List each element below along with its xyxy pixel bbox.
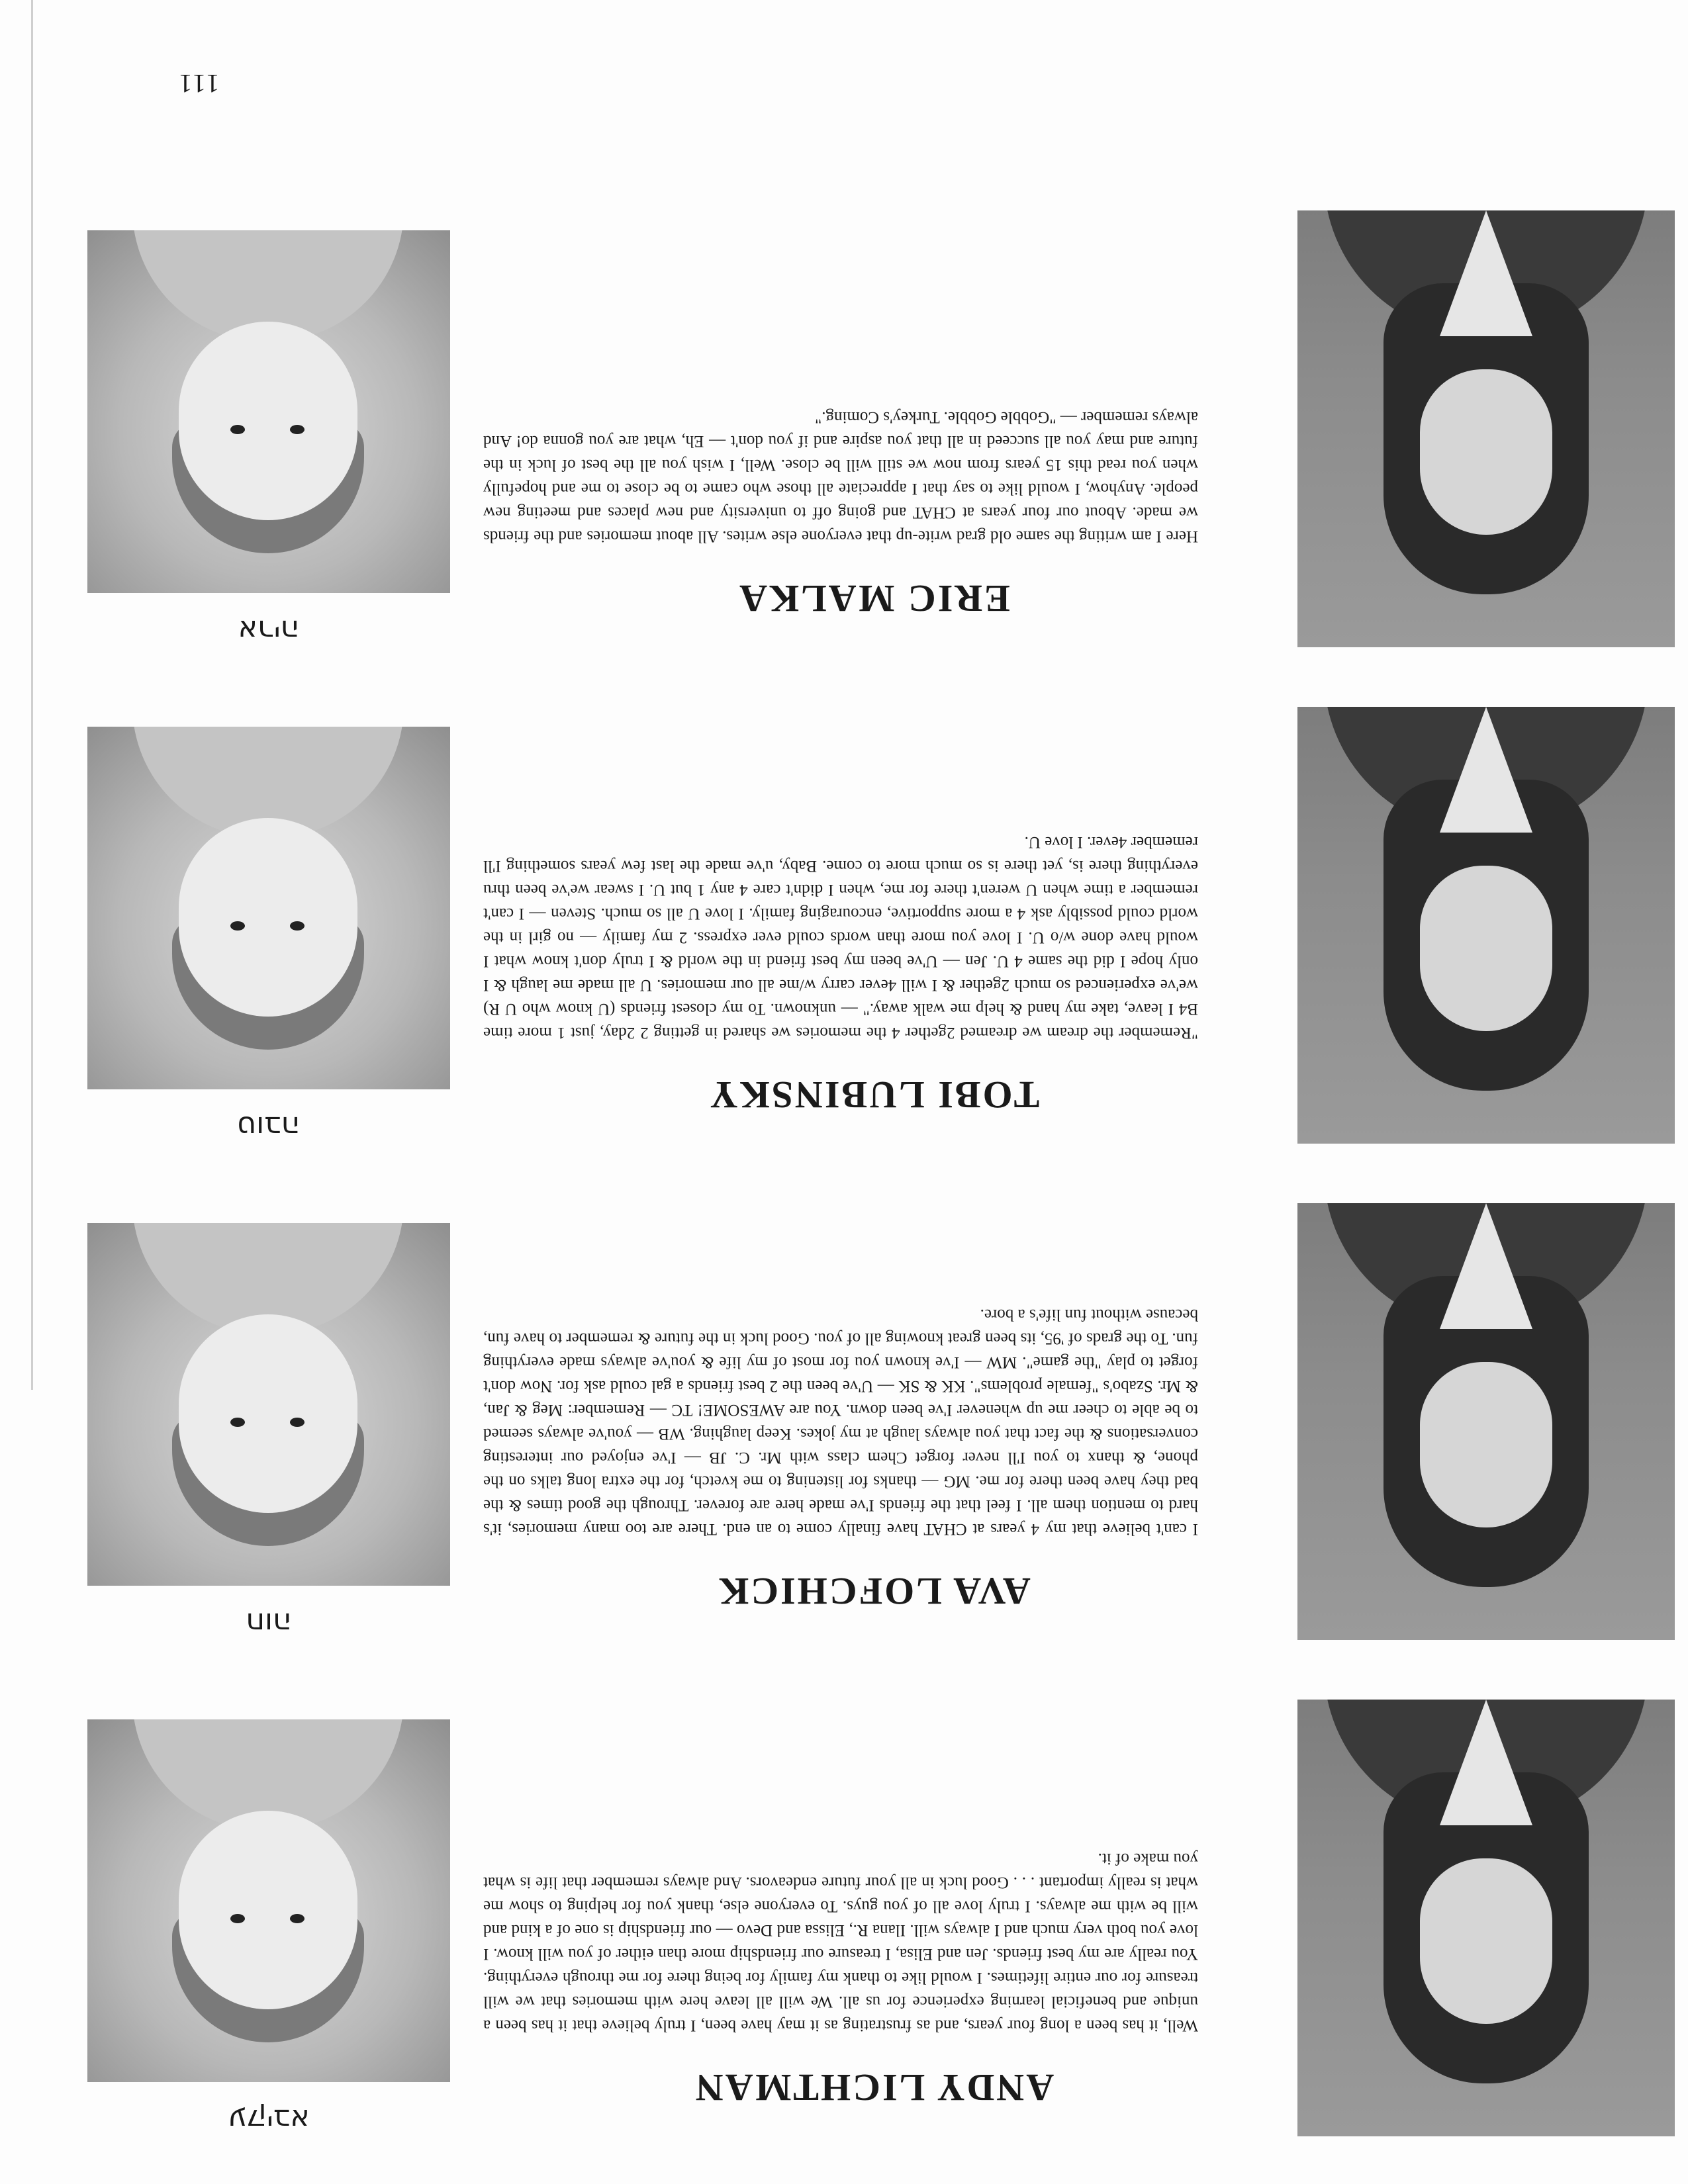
senior-name: TOBI LUBINSKY xyxy=(708,1073,1040,1116)
grad-entry xyxy=(0,1203,1688,1640)
hebrew-name: אריה xyxy=(238,614,300,647)
portrait-face xyxy=(1420,369,1552,535)
baby-eye-left xyxy=(290,1418,305,1427)
senior-write-up: "Remember the dream we dreamed 2gether 4 the memories we shared in getting 2 2day, just 1 more time B4 I leave, take my hand & help me walk away." — unknown. To my closest friends (U know who U R) we've experienced so much 2gether & I will 4ever carry w/me all our memories. U all made me laugh & I only hope I did the same 4 U. Jen — U've been my best friend in the world & I truly don't know what I would have done w/o U. I love you more than words could ever express. 2 my family — no girl in the world could possibly ask 4 a more supportive, encouraging family. I love U all so much. Steven — I can't remember a time when U weren't there for me, when I didn't care 4 any 1 but U. I swear we've been thru everything there is, yet there is so much more to come. Baby, u've made the last few years something I'll remember 4ever. I love U. xyxy=(483,833,1198,1042)
scan-edge-divider xyxy=(31,0,33,1390)
senior-portrait-photo xyxy=(1297,1700,1675,2136)
baby-eye-right xyxy=(230,1914,245,1923)
hebrew-name: עקיבא xyxy=(228,2103,310,2136)
portrait-face xyxy=(1420,1362,1552,1527)
senior-portrait-photo xyxy=(1297,210,1675,647)
senior-write-up: Well, it has been a long four years, and as frustrating as it may have been, I truly believe that it has been a unique and beneficial learning experience for us all. We will all leave here with memories that we will treasure for our entire lifetimes. I would like to thank my family for being there for me through everything. You really are my best friends. Jen and Elisa, I treasure our friendship more than either of you will know. I love you both very much and I always will. Ilana R., Elissa and Devo — our friendship is one of a kind and will be with me always. I truly love all of you guys. To everyone else, thank you for helping to show me what is really important . . . Good luck in all your future endeavors. And always remember that life is what you make of it. xyxy=(483,1850,1198,2034)
baby-face xyxy=(179,322,357,520)
senior-name: AVA LOFCHICK xyxy=(717,1570,1031,1613)
senior-name: ERIC MALKA xyxy=(737,577,1010,620)
baby-eye-left xyxy=(290,425,305,434)
baby-eye-left xyxy=(290,1914,305,1923)
baby-eye-right xyxy=(230,921,245,931)
baby-photo xyxy=(87,230,450,593)
grad-entry xyxy=(0,1700,1688,2136)
hebrew-name: חוה xyxy=(246,1606,292,1640)
page-number: 111 xyxy=(177,69,220,99)
senior-portrait-photo xyxy=(1297,707,1675,1144)
senior-name: ANDY LICHTMAN xyxy=(693,2066,1055,2109)
portrait-face xyxy=(1420,1858,1552,2024)
baby-face xyxy=(179,1811,357,2009)
portrait-face xyxy=(1420,866,1552,1031)
baby-eye-right xyxy=(230,425,245,434)
baby-eye-right xyxy=(230,1418,245,1427)
baby-photo xyxy=(87,1223,450,1586)
senior-write-up: Here I am writing the same old grad write-up that everyone else writes. All about memories and the friends we made. About our four years at CHAT and going off to university and new places and meeting new people. Anyhow, I would like to say that I appreciate all those who came to be close to me and hopefully when you read this 15 years from now we still will be close. Well, I wish you all the best of luck in the future and may you all succeed in all that you aspire and if you don't — Eh, what are you gonna do! And always remember — "Gobble Gobble. Turkey's Coming." xyxy=(483,408,1198,545)
senior-portrait-photo xyxy=(1297,1203,1675,1640)
baby-face xyxy=(179,1314,357,1513)
grad-entry xyxy=(0,707,1688,1144)
baby-photo xyxy=(87,727,450,1089)
senior-write-up: I can't believe that my 4 years at CHAT have finally come to an end. There are too many memories, it's hard to mention them all. I feel that the friends I've made here are forever. Through the good times & the bad they have been there for me. MG — thanks for listening to me kvetch, for the extra long talks on the phone, & thanx to you I'll never forget Chem class with Mr. C. JB — I've enjoyed our interesting conversations & the fact that you always laugh at my jokes. Keep laughing. WB — you've always seemed to be able to cheer me up whenever I've been down. You are AWESOME! TC — Remember: Meg & Jan, & Mr. Szabo's "female problems". KK & SK — U've been the 2 best friends a gal could ask for. Now don't forget to play "the game". MW — I've known you for most of my life & you've always made everything fun. To the grads of '95, its been great knowing all of you. Good luck in the future & remember to have fun, because without fun life's a bore. xyxy=(483,1306,1198,1538)
baby-photo xyxy=(87,1719,450,2082)
hebrew-name: טובה xyxy=(237,1110,301,1144)
grad-entry xyxy=(0,210,1688,647)
baby-face xyxy=(179,818,357,1017)
baby-eye-left xyxy=(290,921,305,931)
